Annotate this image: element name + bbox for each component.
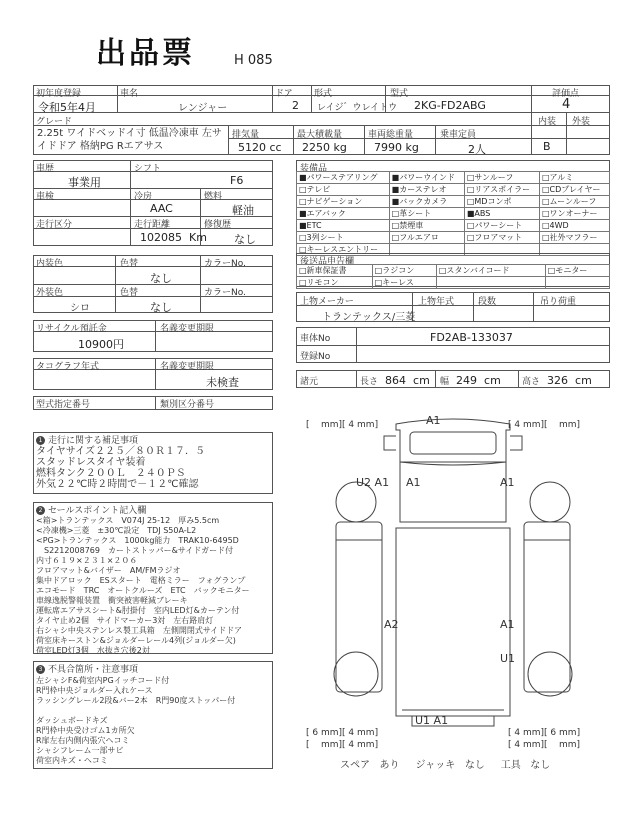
note-line: 荷室内キズ・ヘコミ <box>36 756 108 765</box>
car-name-value: レンジャー <box>178 103 228 114</box>
note-line: <PG>トランテックス 1000kg能力 TRAK10-6495D <box>36 536 239 545</box>
tachograph-label: タコグラフ年式 <box>36 362 100 372</box>
car-name-label: 車名 <box>120 89 139 99</box>
diagram-mark-cab-left: U2 A1 <box>356 476 390 489</box>
max-load-value: 2250 kg <box>302 141 347 154</box>
length-value: 長さ 864 cm <box>360 374 430 387</box>
diagram-mark-rear: U1 A1 <box>415 714 449 727</box>
note-line <box>36 706 235 716</box>
equipment-row <box>297 184 610 196</box>
interior-grade-value: B <box>543 140 551 153</box>
diagram-mark-right-lower: U1 <box>500 652 516 665</box>
mileage-value: 102085 Km <box>140 231 207 244</box>
equipment-row <box>297 208 610 220</box>
capacity-label: 乗車定員 <box>440 130 477 140</box>
left-side-view <box>336 522 382 692</box>
reg-deadline-label: 名義変更期限 <box>160 362 215 372</box>
tire-rear-left-2: [ mm][ 4 mm] <box>306 740 379 750</box>
note-line: タイヤ止め2個 サイドマーカー3対 左右路肩灯 <box>36 616 214 625</box>
shape-label: 形式 <box>314 89 333 99</box>
height-value: 高さ 326 cm <box>522 374 592 387</box>
diagram-mark-right-side: A1 <box>500 618 515 631</box>
equipment-cell: ■パワーウインド <box>389 172 464 184</box>
int-color-value: なし <box>150 272 172 285</box>
note-line: スタッドレスタイヤ装着 <box>36 457 146 468</box>
post-table <box>296 264 610 289</box>
fuel-label: 燃料 <box>204 192 223 202</box>
equipment-row <box>297 172 610 184</box>
history-value: 事業用 <box>68 176 101 189</box>
tire-rear-right-2: [ 4 mm][ mm] <box>508 740 581 750</box>
note-line: 車線逸脱警報装置 衝突被害軽減ブレーキ <box>36 596 188 605</box>
notes3-title: 3 不具合箇所・注意事項 <box>36 662 138 675</box>
equipment-cell: □3列シート <box>297 232 390 244</box>
equipment-cell: □MDコンポ <box>464 196 539 208</box>
cab-outline <box>396 419 510 465</box>
notes1-lines <box>36 446 205 490</box>
tire-front-left: [ mm][ 4 mm] <box>306 420 379 430</box>
equipment-cell: ■バックカメラ <box>389 196 464 208</box>
diagram-mark-cab-right: A1 <box>500 476 515 489</box>
cab-body <box>400 462 506 522</box>
equipment-cell: □新車保証書 <box>297 265 373 277</box>
fuel-value: 軽油 <box>232 204 254 217</box>
front-right-wheel <box>530 482 570 522</box>
tire-front-right: [ 4 mm][ mm] <box>508 420 581 430</box>
equipment-cell: □ナビゲーション <box>297 196 390 208</box>
hoist-label: 吊り荷重 <box>540 297 577 307</box>
gross-weight-label: 車両総重量 <box>368 130 414 140</box>
recycle-label: リサイクル預託金 <box>36 324 107 334</box>
note-line: R扉左右内側内張穴ヘコミ <box>36 736 130 745</box>
grade-label: グレード <box>36 117 73 127</box>
dims-label: 諸元 <box>300 377 319 387</box>
left-mirror <box>384 436 396 450</box>
note-line: 外気２２℃時２時間で－１２℃確認 <box>36 479 199 490</box>
equipment-cell: ■カーステレオ <box>389 184 464 196</box>
equipment-cell: □ムーンルーフ <box>539 196 609 208</box>
equipment-cell: □フロアマット <box>464 232 539 244</box>
equipment-cell: □ワンオーナー <box>539 208 609 220</box>
shift-label: シフト <box>134 164 162 174</box>
diagram-mark-front: A1 <box>426 414 441 427</box>
rating-label: 評価点 <box>552 89 580 99</box>
gross-weight-value: 7990 kg <box>374 141 419 154</box>
equipment-cell: □革シート <box>389 208 464 220</box>
chassis-value: FD2AB-133037 <box>430 331 513 344</box>
equipment-cell: □サンルーフ <box>464 172 539 184</box>
doors-label: ドア <box>275 89 293 99</box>
shape-value: レイジ゛ウレイトウ <box>317 103 398 113</box>
note-line: 内寸６１９×２３１×２０６ <box>36 556 138 565</box>
reg-no-label: 登録No <box>300 352 331 362</box>
equipment-cell: □モニター <box>545 265 609 277</box>
vehicle-diagram <box>296 410 610 780</box>
note-line: 集中ドアロック ESスタート 電格ミラー フォグランプ <box>36 576 246 585</box>
model-label: 型式 <box>390 89 409 99</box>
displacement-value: 5120 cc <box>238 141 282 154</box>
page-title: 出品票 <box>96 36 195 71</box>
steps-label: 段数 <box>478 297 497 307</box>
history-label: 車歴 <box>36 164 55 174</box>
post-title: 後送品申告欄 <box>300 257 355 267</box>
equipment-cell: □ラジコン <box>372 265 436 277</box>
diagram-mark-left-side: A2 <box>384 618 399 631</box>
equipment-row <box>297 196 610 208</box>
repair-value: なし <box>234 233 256 246</box>
ext-color-value: シロ <box>70 303 90 314</box>
equipment-row <box>297 220 610 232</box>
name-change-label: 名義変更期限 <box>160 324 215 334</box>
equipment-cell: □パワーシート <box>464 220 539 232</box>
note-line: <箱>トランテックス V074J 25-12 厚み5.5cm <box>36 516 220 525</box>
ac-label: 冷房 <box>134 192 153 202</box>
note-line: ダッシュボードキズ <box>36 716 108 725</box>
distance-class-label: 走行区分 <box>36 220 73 230</box>
equipment-row <box>297 265 610 277</box>
rating-value: 4 <box>562 97 571 112</box>
equipment-cell: □CDプレイヤー <box>539 184 609 196</box>
width-value: 幅 249 cm <box>440 374 501 387</box>
note-line: 荷室LED灯3個 水抜き穴後2対 <box>36 646 150 655</box>
note-line: エコモード TRC オートクルーズ ETC バックモニター <box>36 586 250 595</box>
note-line: シャシフレーム一部サビ <box>36 746 124 755</box>
right-mirror <box>510 436 522 450</box>
equipment-row <box>297 232 610 244</box>
ext-color-label: 外装色 <box>36 288 64 298</box>
equipment-cell: ■エアバック <box>297 208 390 220</box>
equipment-cell: □禁煙車 <box>389 220 464 232</box>
class-no-label: 類別区分番号 <box>160 400 215 410</box>
maker-label: 上物メーカー <box>300 297 354 307</box>
equipment-title: 装備品 <box>300 164 328 174</box>
note-line: 荷室床キーストン&ジョルダーレール4列(ジョルダー欠) <box>36 636 236 645</box>
max-load-label: 最大積載量 <box>297 130 343 140</box>
note-line: S2212008769 カートストッパー&サイドガード付 <box>36 546 234 555</box>
note-line: 燃料タンク２００Ｌ ２４０ＰＳ <box>36 468 186 479</box>
equipment-cell <box>545 277 609 289</box>
color-no-label: カラーNo. <box>204 259 246 269</box>
equipment-cell: ■ABS <box>464 208 539 220</box>
int-color-label: 内装色 <box>36 259 64 269</box>
body-year-label: 上物年式 <box>418 297 455 307</box>
note-line: R門枠中央受けゴム1カ所欠 <box>36 726 135 735</box>
equipment-cell: □アルミ <box>539 172 609 184</box>
note-line: R門枠中央ジョルダー入れケース <box>36 686 153 695</box>
doors-value: 2 <box>292 99 299 112</box>
note-line: <冷凍機>三菱 ±30℃設定 TDJ S50A-L2 <box>36 526 197 535</box>
equipment-cell: ■パワーステアリング <box>297 172 390 184</box>
equipment-cell: □4WD <box>539 220 609 232</box>
color-code-label-2: 色替 <box>120 288 139 298</box>
color-code-label: 色替 <box>120 259 139 269</box>
equipment-table <box>296 171 610 256</box>
interior-label: 内装 <box>538 117 557 127</box>
note-line: フロアマット&バイザー AM/FMラジオ <box>36 566 181 575</box>
inspection-status: 未検査 <box>206 376 239 389</box>
inspection-label: 車検 <box>36 192 55 202</box>
first-reg-value: 令和5年4月 <box>38 101 96 114</box>
model-value: 2KG-FD2ABG <box>414 99 486 112</box>
note-line: ラッシングレール2段&バー2本 R門90度ストッパー付 <box>36 696 236 705</box>
equipment-cell: □リアスポイラー <box>464 184 539 196</box>
cargo-box <box>396 528 510 716</box>
note-line: タイヤサイズ２２５／８０Ｒ１７．５ <box>36 446 205 457</box>
exterior-label: 外装 <box>572 117 591 127</box>
repair-label: 修復歴 <box>204 220 232 230</box>
notes2-lines <box>36 516 250 656</box>
recycle-value: 10900円 <box>78 338 124 351</box>
ext-color-code-value: なし <box>150 301 172 314</box>
note-line: 左シャシF&荷室内PGイッチコード付 <box>36 676 170 685</box>
equipment-cell: □フルエアロ <box>389 232 464 244</box>
rear-right-wheel <box>528 652 572 696</box>
color-no-label-2: カラーNo. <box>204 288 246 298</box>
diagram-mark-cab-mid: A1 <box>406 476 421 489</box>
bottom-extras: スペア あり ジャッキ なし 工具 なし <box>340 760 551 771</box>
right-side-view <box>524 522 570 692</box>
ac-value: AAC <box>150 202 173 215</box>
equipment-cell: □社外マフラー <box>539 232 609 244</box>
displacement-label: 排気量 <box>232 130 260 140</box>
serial-number: H 085 <box>234 53 273 68</box>
notes3-lines <box>36 676 235 766</box>
equipment-cell: □リモコン <box>297 277 373 289</box>
grade-value: 2.25t ワイドベッドイ寸 低温冷凍車 左サイドドア 格納PG Rエアサス <box>37 128 222 152</box>
equipment-cell: □スタンバイコード <box>436 265 545 277</box>
maker-value: トランテックス/三菱 <box>322 312 416 323</box>
model-no-label: 型式指定番号 <box>36 400 91 410</box>
equipment-cell: □キーレス <box>372 277 436 289</box>
notes1-title: 1 走行に関する補足事項 <box>36 433 138 446</box>
equipment-row <box>297 277 610 289</box>
notes2-title: 2 セールスポイント記入欄 <box>36 503 146 516</box>
note-line: 運転席エアサスシート&肘掛付 室内LED灯&カーテン付 <box>36 606 240 615</box>
mileage-label: 走行距離 <box>134 220 171 230</box>
note-line: 右シャシ中央ステンレス製工具箱 左側開閉式サイドドア <box>36 626 243 635</box>
equipment-cell <box>436 277 545 289</box>
windshield <box>410 432 496 454</box>
equipment-cell: □キーレスエントリー <box>297 244 390 256</box>
first-reg-label: 初年度登録 <box>36 89 82 99</box>
rear-left-wheel <box>334 652 378 696</box>
shift-value: F6 <box>230 174 244 187</box>
chassis-label: 車体No <box>300 334 331 344</box>
equipment-cell: □テレビ <box>297 184 390 196</box>
equipment-cell: ■ETC <box>297 220 390 232</box>
tire-rear-left: [ 6 mm][ 4 mm] <box>306 728 379 738</box>
tire-rear-right: [ 4 mm][ 6 mm] <box>508 728 581 738</box>
capacity-value: 2人 <box>468 143 486 156</box>
